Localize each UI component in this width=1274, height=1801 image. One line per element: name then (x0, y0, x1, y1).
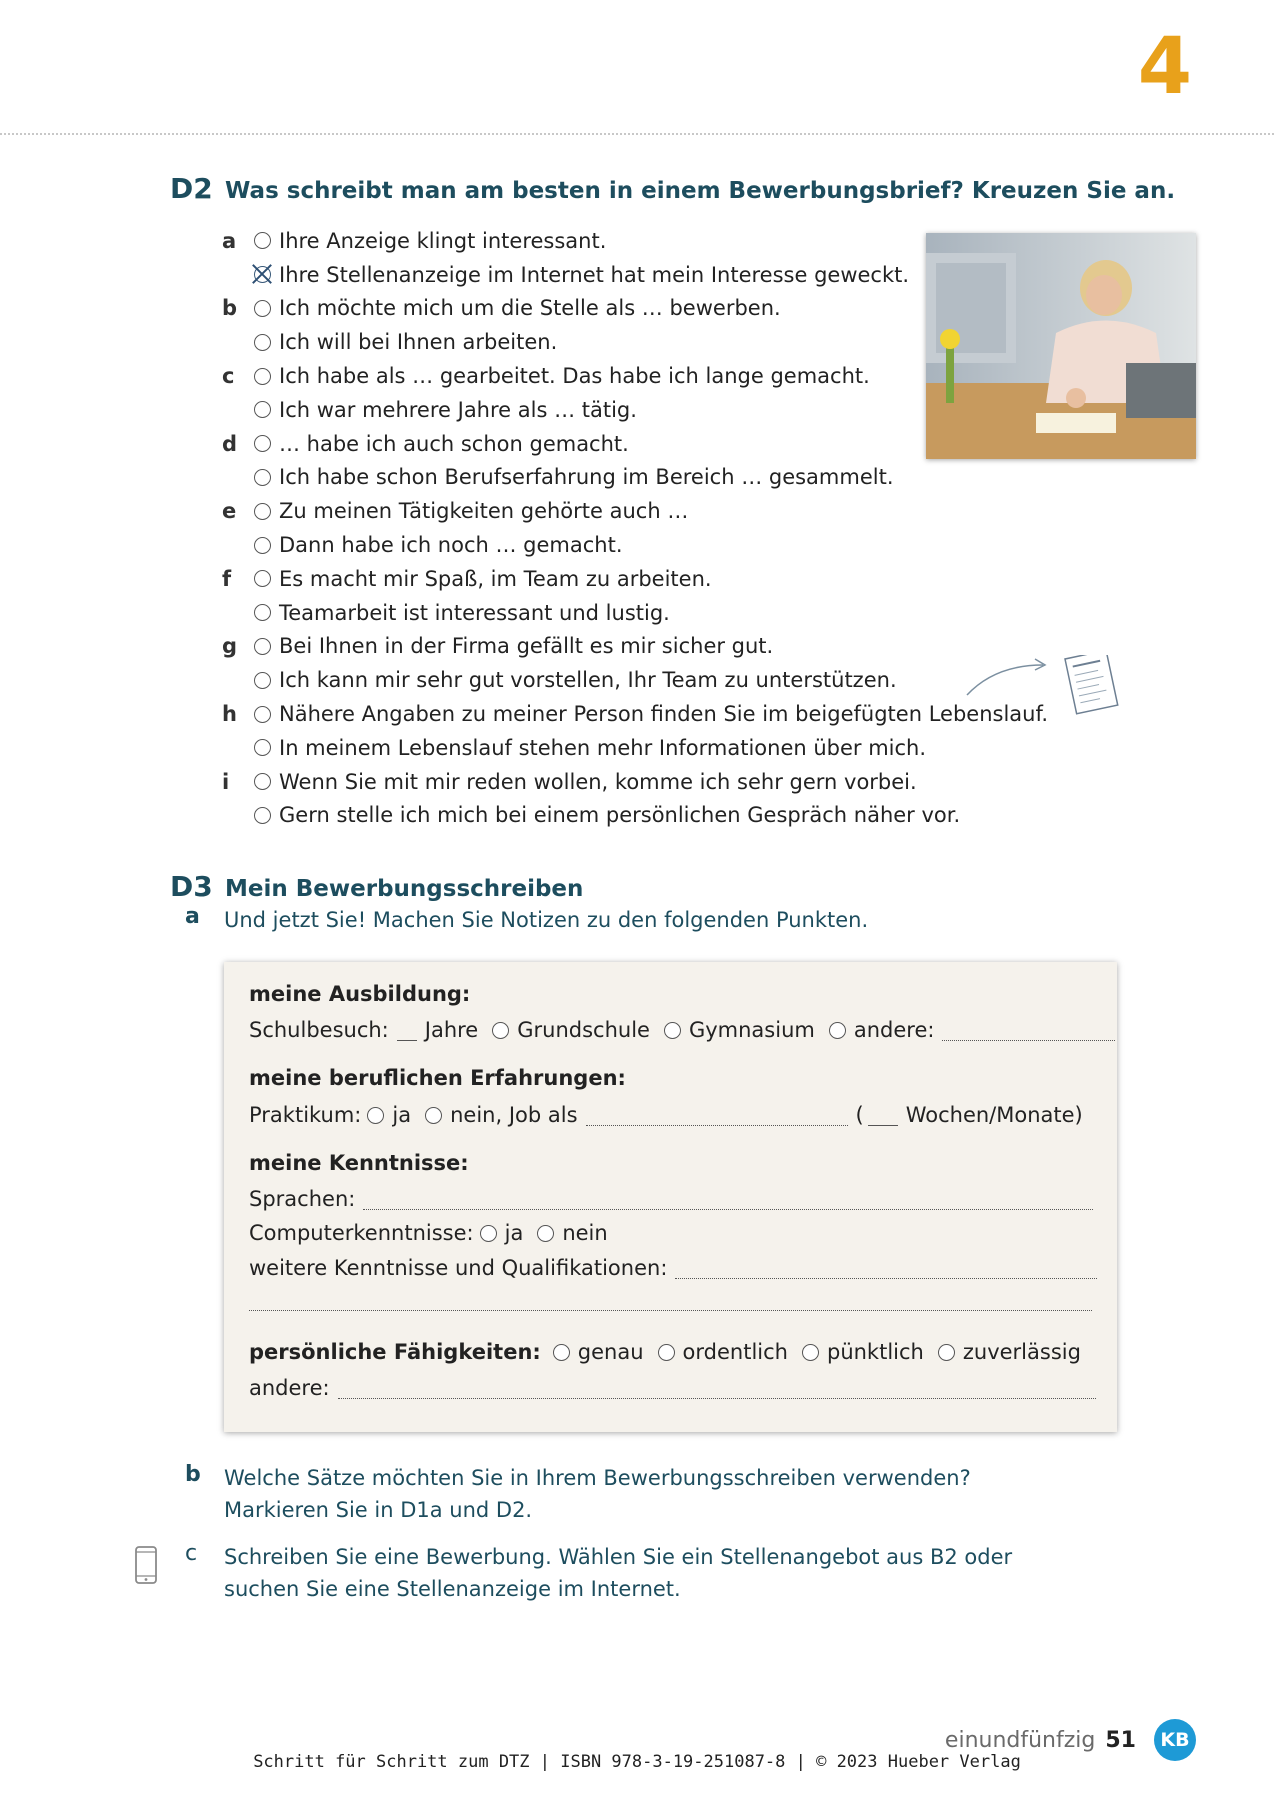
option-text: Ich will bei Ihnen arbeiten. (279, 330, 558, 355)
option-letter: c (222, 364, 235, 389)
cv-document-icon (965, 655, 1137, 735)
option-text: … habe ich auch schon gemacht. (279, 431, 629, 456)
ordentlich-radio[interactable] (658, 1344, 675, 1361)
computer-ja-label: ja (504, 1221, 524, 1245)
option-radio[interactable] (254, 469, 271, 486)
option-radio[interactable] (254, 232, 271, 249)
computer-nein-radio[interactable] (537, 1225, 554, 1242)
option-radio[interactable] (254, 807, 271, 824)
subtask-c-instruction (224, 1541, 1012, 1605)
option-text: Dann habe ich noch … gemacht. (279, 533, 623, 558)
option-text: Ich war mehrere Jahre als … tätig. (279, 397, 637, 422)
option-row (222, 663, 1052, 697)
computer-label: Computerkenntnisse: (249, 1221, 474, 1245)
option-row (222, 596, 1052, 630)
job-input[interactable] (586, 1105, 848, 1126)
option-row (222, 630, 1052, 664)
weitere-input-line-2[interactable] (249, 1290, 1092, 1311)
option-radio[interactable] (254, 638, 271, 655)
option-radio[interactable] (254, 570, 271, 587)
subtask-c-line-2: suchen Sie eine Stellenanzeige im Internet. (224, 1577, 681, 1601)
notes-form-card (224, 962, 1117, 1432)
puenktlich-label: pünktlich (826, 1340, 924, 1364)
sprachen-label: Sprachen: (249, 1187, 356, 1211)
option-radio[interactable] (254, 368, 271, 385)
andere-faehigkeiten-label: andere: (249, 1376, 330, 1400)
subtask-b-line-1: Welche Sätze möchten Sie in Ihrem Bewerbungsschreiben verwenden? (224, 1466, 971, 1490)
subtask-b-line-2: Markieren Sie in D1a und D2. (224, 1498, 533, 1522)
option-text: Ich möchte mich um die Stelle als … bewerben. (279, 296, 781, 321)
option-radio[interactable] (254, 300, 271, 317)
genau-radio[interactable] (553, 1344, 570, 1361)
kb-badge: KB (1154, 1719, 1196, 1761)
option-row (222, 494, 1052, 528)
weitere-input[interactable] (675, 1258, 1097, 1279)
option-text: Nähere Angaben zu meiner Person finden Sie im beigefügten Lebenslauf. (279, 702, 1048, 727)
praktikum-ja-label: ja (392, 1103, 412, 1127)
option-text: Wenn Sie mit mir reden wollen, komme ich sehr gern vorbei. (279, 769, 917, 794)
option-letter: d (222, 431, 238, 456)
exercise-title: Mein Bewerbungsschreiben (225, 876, 584, 902)
schulbesuch-label: Schulbesuch: (249, 1018, 389, 1042)
option-row (222, 765, 1052, 799)
option-letter: i (222, 769, 230, 794)
gymnasium-label: Gymnasium (688, 1018, 815, 1042)
option-letter: b (222, 296, 238, 321)
subtask-letter-a: a (185, 904, 200, 929)
subtask-letter-c: c (185, 1541, 198, 1566)
praktikum-ja-radio[interactable] (367, 1107, 384, 1124)
option-radio[interactable] (254, 739, 271, 756)
option-radio[interactable] (254, 604, 271, 621)
exercise-number: D2 (170, 172, 213, 205)
zuverlaessig-label: zuverlässig (962, 1340, 1081, 1364)
exercise-d2-header (170, 172, 1175, 205)
option-radio[interactable] (254, 435, 271, 452)
puenktlich-radio[interactable] (802, 1344, 819, 1361)
option-letter: f (222, 566, 232, 591)
option-radio[interactable] (254, 706, 271, 723)
subtask-letter-b: b (185, 1462, 201, 1487)
computer-ja-radio[interactable] (480, 1225, 497, 1242)
option-radio[interactable] (254, 401, 271, 418)
wochen-label: Wochen/Monate) (905, 1103, 1083, 1127)
exercise-title: Was schreibt man am besten in einem Bewerbungsbrief? Kreuzen Sie an. (225, 178, 1176, 204)
header-divider (0, 133, 1274, 135)
option-letter: g (222, 634, 238, 659)
erfahrungen-heading: meine beruflichen Erfahrungen: (249, 1066, 626, 1090)
option-text: Zu meinen Tätigkeiten gehörte auch … (279, 499, 689, 524)
page-number: 51 (1105, 1727, 1136, 1753)
option-radio[interactable] (254, 537, 271, 554)
andere-schule-radio[interactable] (829, 1022, 846, 1039)
option-letter: a (222, 228, 237, 253)
duration-input[interactable] (868, 1105, 898, 1126)
woman-writing-photo (926, 233, 1196, 459)
option-row (222, 461, 1052, 495)
exercise-number: D3 (170, 870, 213, 903)
smartphone-icon (135, 1546, 157, 1584)
ordentlich-label: ordentlich (682, 1340, 788, 1364)
years-input[interactable] (397, 1020, 417, 1041)
ausbildung-heading: meine Ausbildung: (249, 982, 471, 1006)
option-text: Ihre Anzeige klingt interessant. (279, 228, 607, 253)
option-radio[interactable] (254, 334, 271, 351)
option-letter: e (222, 499, 237, 524)
genau-label: genau (577, 1340, 644, 1364)
option-text: Ich kann mir sehr gut vorstellen, Ihr Team zu unterstützen. (279, 668, 897, 693)
praktikum-nein-label: nein, Job als (450, 1103, 578, 1127)
subtask-a-instruction: Und jetzt Sie! Machen Sie Notizen zu den folgenden Punkten. (224, 908, 869, 932)
option-row (222, 731, 1052, 765)
option-text: Teamarbeit ist interessant und lustig. (279, 600, 670, 625)
grundschule-label: Grundschule (517, 1018, 650, 1042)
option-text: Es macht mir Spaß, im Team zu arbeiten. (279, 566, 712, 591)
checked-radio[interactable] (254, 266, 271, 283)
praktikum-label: Praktikum: (249, 1103, 362, 1127)
andere-faehigkeiten-input[interactable] (338, 1378, 1096, 1399)
option-text: Ich habe als … gearbeitet. Das habe ich lange gemacht. (279, 364, 870, 389)
jahre-label: Jahre (424, 1018, 479, 1042)
subtask-c-line-1: Schreiben Sie eine Bewerbung. Wählen Sie ein Stellenangebot aus B2 oder (224, 1545, 1013, 1569)
option-row (222, 799, 1052, 833)
option-text: Ihre Stellenanzeige im Internet hat mein Interesse geweckt. (279, 262, 910, 287)
option-row (222, 697, 1052, 731)
praktikum-nein-radio[interactable] (425, 1107, 442, 1124)
paren-open: ( (855, 1103, 864, 1127)
option-radio[interactable] (254, 672, 271, 689)
zuverlaessig-radio[interactable] (938, 1344, 955, 1361)
andere-schule-input[interactable] (942, 1020, 1115, 1041)
faehigkeiten-heading: persönliche Fähigkeiten: (249, 1340, 541, 1364)
computer-nein-label: nein (562, 1221, 608, 1245)
option-text: Ich habe schon Berufserfahrung im Bereich … gesammelt. (279, 465, 894, 490)
exercise-d3-header (170, 870, 583, 903)
option-row (222, 528, 1052, 562)
option-row (222, 562, 1052, 596)
andere-schule-label: andere: (853, 1018, 935, 1042)
subtask-b-instruction (224, 1462, 971, 1526)
grundschule-radio[interactable] (492, 1022, 509, 1039)
gymnasium-radio[interactable] (664, 1022, 681, 1039)
unit-number: 4 (1137, 22, 1192, 112)
option-text: Gern stelle ich mich bei einem persönlichen Gespräch näher vor. (279, 803, 961, 828)
kenntnisse-heading: meine Kenntnisse: (249, 1151, 469, 1175)
page-word: einundfünfzig (944, 1727, 1096, 1753)
weitere-label: weitere Kenntnisse und Qualifikationen: (249, 1256, 668, 1280)
option-text: Bei Ihnen in der Firma gefällt es mir sicher gut. (279, 634, 774, 659)
option-radio[interactable] (254, 503, 271, 520)
option-letter: h (222, 702, 237, 727)
footer-isbn: Schritt für Schritt zum DTZ | ISBN 978-3-19-251087-8 | © 2023 Hueber Verlag (253, 1752, 1021, 1772)
sprachen-input[interactable] (363, 1189, 1093, 1210)
option-text: In meinem Lebenslauf stehen mehr Informationen über mich. (279, 735, 927, 760)
option-radio[interactable] (254, 773, 271, 790)
